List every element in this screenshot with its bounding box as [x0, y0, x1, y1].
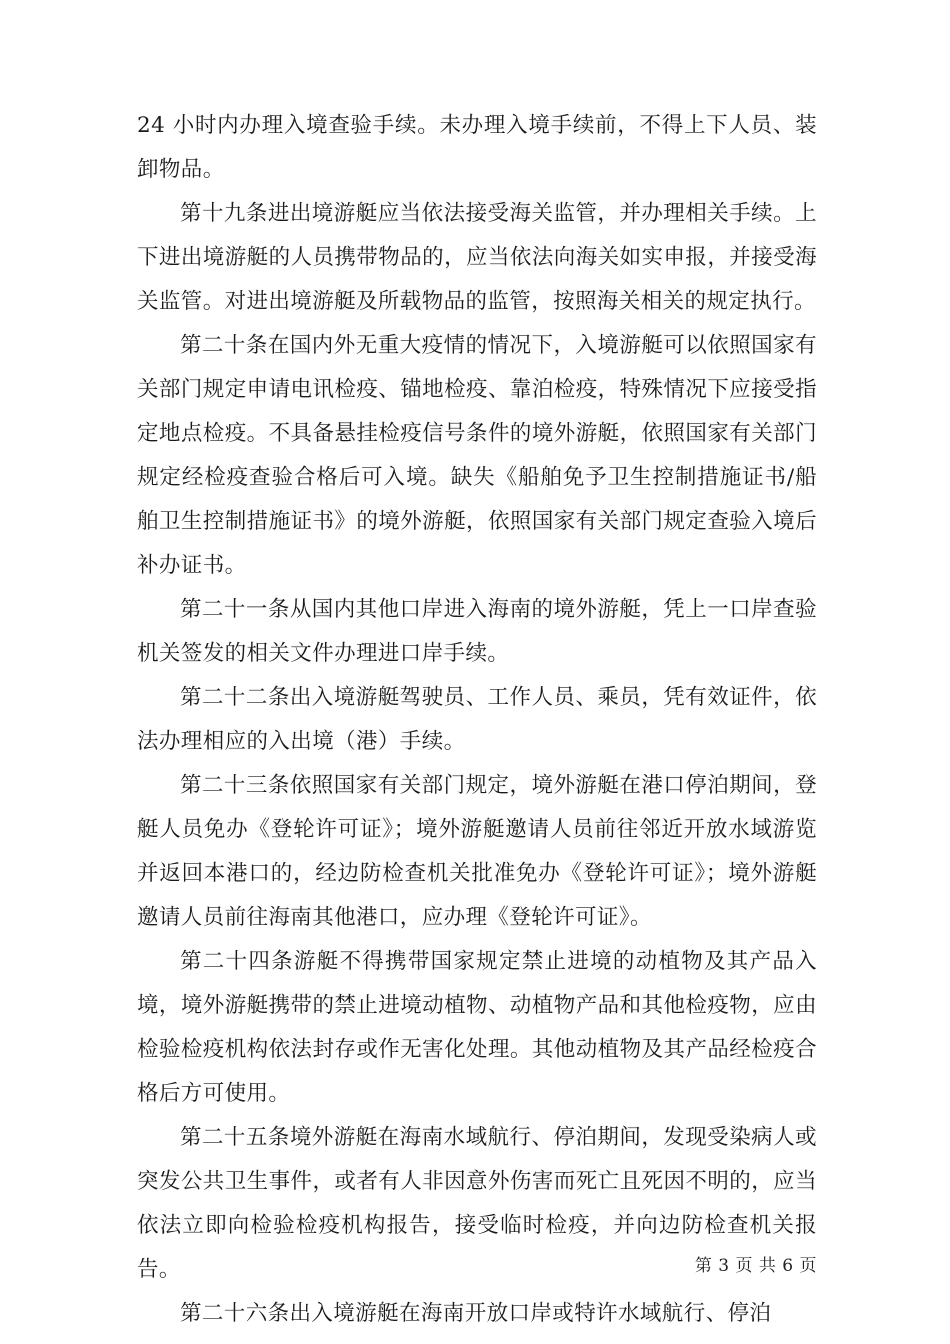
paragraph-article-26: 第二十六条出入境游艇在海南开放口岸或特许水域航行、停泊 — [180, 1301, 772, 1326]
page-footer: 第 3 页 共 6 页 — [694, 1256, 817, 1276]
paragraph-article-20: 第二十条在国内外无重大疫情的情况下，入境游艇可以依照国家有关部门规定申请电讯检疫、锚地检疫、靠泊检疫，特殊情况下应接受指定地点检疫。不具备悬挂检疫信号条件的境外游艇，依照国家有关部门规定经检疫查验合格后可入境。缺失《船舶免予卫生控制措施证书/船舶卫生控制措施证书》的境外游艇，依照国家有关部门规定查验入境后补办证书。 — [137, 333, 817, 578]
paragraph-article-19: 第十九条进出境游艇应当依法接受海关监管，并办理相关手续。上下进出境游艇的人员携带物品的，应当依法向海关如实申报，并接受海关监管。对进出境游艇及所载物品的监管，按照海关相关的规定执行。 — [137, 201, 817, 314]
paragraph-article-23: 第二十三条依照国家有关部门规定，境外游艇在港口停泊期间，登艇人员免办《登轮许可证》；境外游艇邀请人员前往邻近开放水域游览并返回本港口的，经边防检查机关批准免办《登轮许可证》；境外游艇邀请人员前往海南其他港口，应办理《登轮许可证》。 — [137, 773, 817, 930]
paragraph-continued: 24 小时内办理入境查验手续。未办理入境手续前，不得上下人员、装卸物品。 — [137, 113, 817, 182]
paragraph-article-21: 第二十一条从国内其他口岸进入海南的境外游艇，凭上一口岸查验机关签发的相关文件办理进口岸手续。 — [137, 597, 817, 666]
paragraph-article-22: 第二十二条出入境游艇驾驶员、工作人员、乘员，凭有效证件，依法办理相应的入出境（港）手续。 — [137, 685, 817, 754]
document-body — [137, 104, 817, 1336]
paragraph-article-24: 第二十四条游艇不得携带国家规定禁止进境的动植物及其产品入境，境外游艇携带的禁止进境动植物、动植物产品和其他检疫物，应由检验检疫机构依法封存或作无害化处理。其他动植物及其产品经检疫合格后方可使用。 — [137, 949, 817, 1106]
paragraph-article-25: 第二十五条境外游艇在海南水域航行、停泊期间，发现受染病人或突发公共卫生事件，或者有人非因意外伤害而死亡且死因不明的，应当依法立即向检验检疫机构报告，接受临时检疫，并向边防检查机关报告。 — [137, 1125, 817, 1282]
